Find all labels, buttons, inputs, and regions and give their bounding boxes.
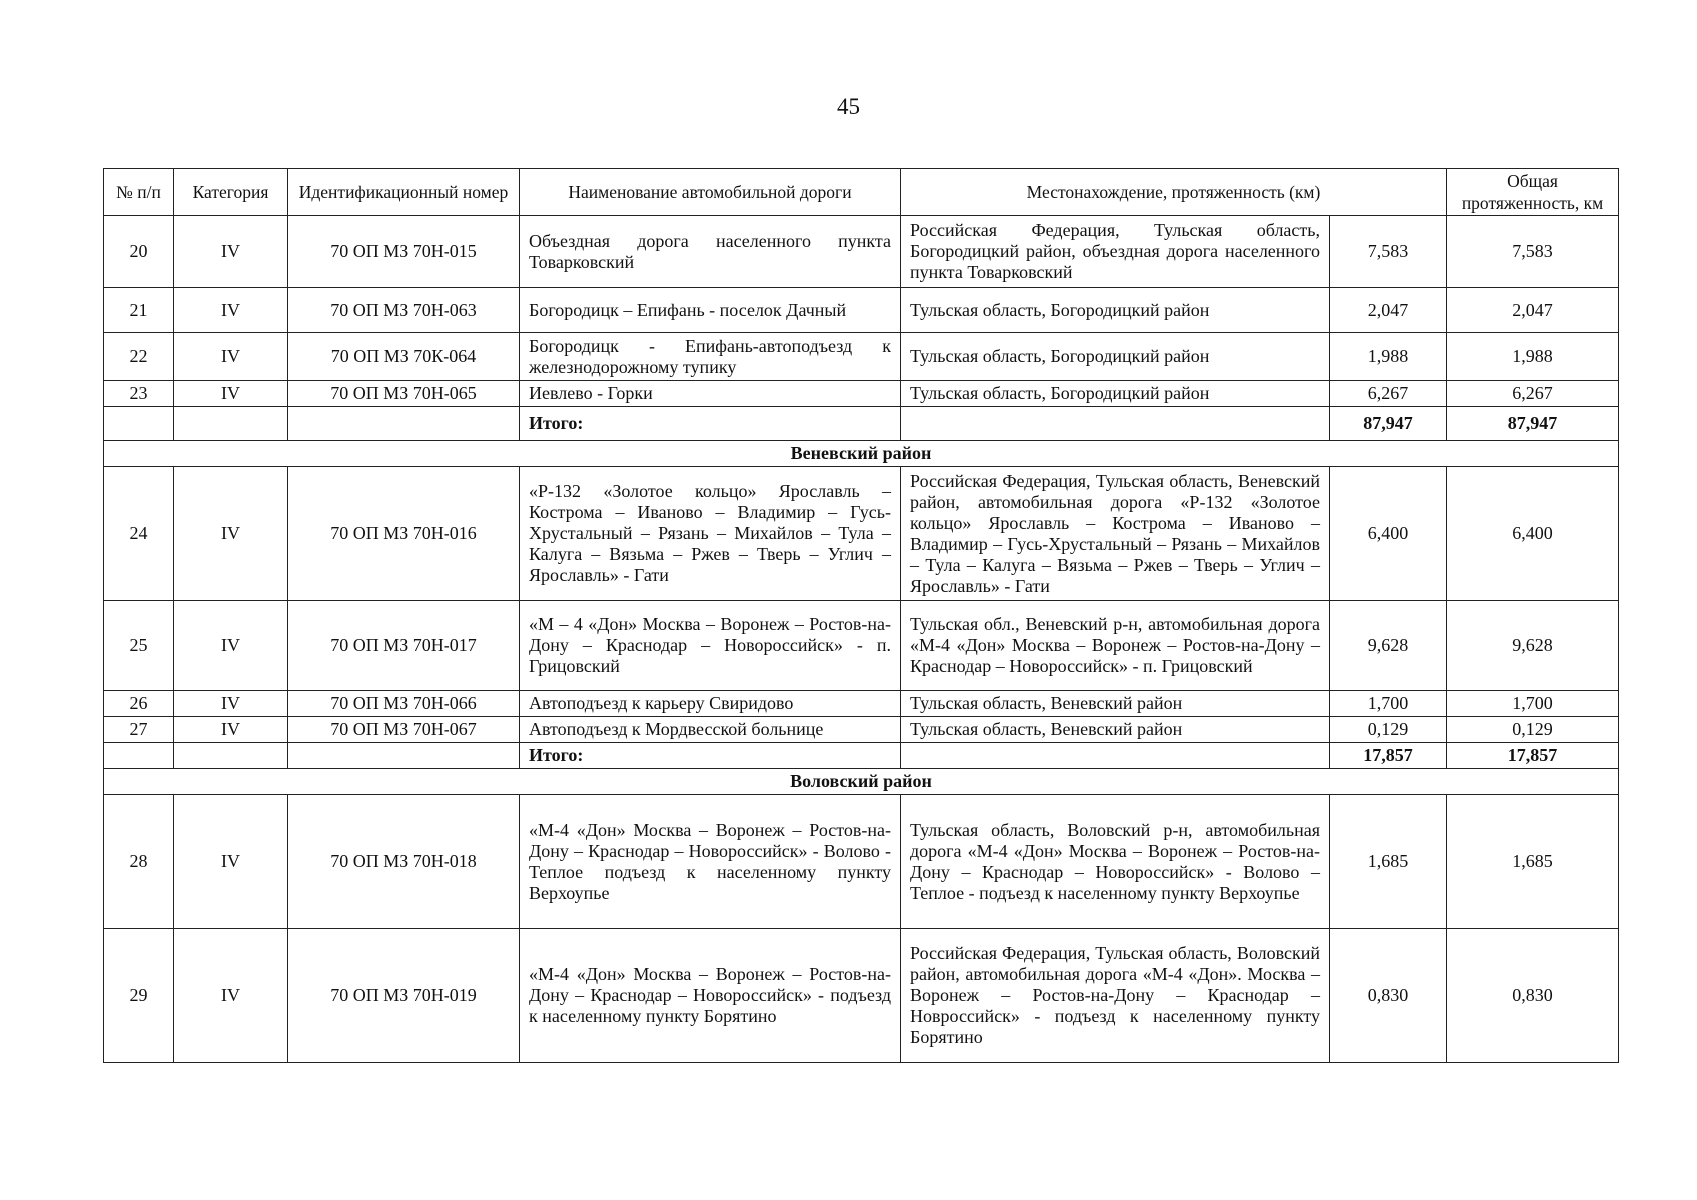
cell-location: Тульская область, Веневский район [901, 717, 1330, 743]
header-row [104, 169, 1619, 216]
table-row [104, 333, 1619, 381]
district-name: Воловский район [104, 769, 1619, 795]
page-number: 45 [837, 94, 860, 119]
table-row [104, 381, 1619, 407]
district-name: Веневский район [104, 441, 1619, 467]
cell-road-name: Иевлево - Горки [520, 381, 901, 407]
table-row [104, 601, 1619, 691]
cell-length: 1,685 [1330, 795, 1447, 929]
cell-num: 29 [104, 929, 174, 1063]
subtotal-label: Итого: [520, 743, 901, 769]
cell-total: 0,129 [1447, 717, 1619, 743]
cell-num: 24 [104, 467, 174, 601]
cell-id: 70 ОП МЗ 70Н-063 [288, 288, 520, 333]
table-row [104, 691, 1619, 717]
header-name: Наименование автомобильной дороги [520, 169, 901, 216]
cell-total: 6,400 [1447, 467, 1619, 601]
cell-category: IV [174, 601, 288, 691]
table-row [104, 795, 1619, 929]
district-row [104, 769, 1619, 795]
header-id: Идентификационный номер [288, 169, 520, 216]
cell-category: IV [174, 467, 288, 601]
cell-num: 27 [104, 717, 174, 743]
cell-location: Тульская область, Богородицкий район [901, 333, 1330, 381]
district-row [104, 441, 1619, 467]
cell-category: IV [174, 929, 288, 1063]
header-total: Общая протяженность, км [1447, 169, 1619, 216]
cell-num: 20 [104, 216, 174, 288]
table-row [104, 216, 1619, 288]
cell-location: Российская Федерация, Тульская область, Богородицкий район, объездная дорога населенного пункта Товарковский [901, 216, 1330, 288]
cell-location: Российская Федерация, Тульская область, Веневский район, автомобильная дорога «Р-132 «Золотое кольцо» Ярославль – Кострома – Иваново – Владимир – Гусь-Хрустальный – Рязань – Михайлов – Тула – Калуга – Вязьма – Ржев – Тверь – Углич – Ярославль» - Гати [901, 467, 1330, 601]
cell-length: 1,700 [1330, 691, 1447, 717]
roads-table [103, 168, 1619, 1063]
subtotal-total: 17,857 [1447, 743, 1619, 769]
table-row [104, 288, 1619, 333]
subtotal-row [104, 743, 1619, 769]
cell-length: 2,047 [1330, 288, 1447, 333]
cell-total: 1,700 [1447, 691, 1619, 717]
cell-id: 70 ОП МЗ 70Н-019 [288, 929, 520, 1063]
cell-num: 21 [104, 288, 174, 333]
cell-total: 7,583 [1447, 216, 1619, 288]
cell-length: 1,988 [1330, 333, 1447, 381]
cell-category: IV [174, 691, 288, 717]
cell-id: 70 ОП МЗ 70Н-065 [288, 381, 520, 407]
cell-category: IV [174, 216, 288, 288]
table-row [104, 717, 1619, 743]
cell-location: Тульская область, Богородицкий район [901, 381, 1330, 407]
cell-id: 70 ОП МЗ 70К-064 [288, 333, 520, 381]
header-num: № п/п [104, 169, 174, 216]
cell-road-name: «М-4 «Дон» Москва – Воронеж – Ростов-на-Дону – Краснодар – Новороссийск» - Волово - Теплое подъезд к населенному пункту Верхоупье [520, 795, 901, 929]
cell-category: IV [174, 381, 288, 407]
cell-id: 70 ОП МЗ 70Н-066 [288, 691, 520, 717]
header-location: Местонахождение, протяженность (км) [901, 169, 1447, 216]
cell-category: IV [174, 288, 288, 333]
cell-num: 28 [104, 795, 174, 929]
cell-road-name: Богородицк - Епифань-автоподъезд к железнодорожному тупику [520, 333, 901, 381]
cell-id: 70 ОП МЗ 70Н-018 [288, 795, 520, 929]
cell-category: IV [174, 333, 288, 381]
cell-category: IV [174, 795, 288, 929]
cell-location: Российская Федерация, Тульская область, Воловский район, автомобильная дорога «М-4 «Дон». Москва – Воронеж – Ростов-на-Дону – Краснодар – Новроссийск» - подъезд к населенному пункту Борятино [901, 929, 1330, 1063]
cell-location: Тульская обл., Веневский р-н, автомобильная дорога «М-4 «Дон» Москва – Воронеж – Ростов-на-Дону – Краснодар – Новороссийск» - п. Грицовский [901, 601, 1330, 691]
cell-total: 9,628 [1447, 601, 1619, 691]
subtotal-length: 87,947 [1330, 407, 1447, 441]
table-row [104, 929, 1619, 1063]
cell-id: 70 ОП МЗ 70Н-016 [288, 467, 520, 601]
cell-total: 1,988 [1447, 333, 1619, 381]
subtotal-length: 17,857 [1330, 743, 1447, 769]
cell-location: Тульская область, Веневский район [901, 691, 1330, 717]
cell-location: Тульская область, Воловский р-н, автомобильная дорога «М-4 «Дон» Москва – Воронеж – Ростов-на-Дону – Краснодар – Новороссийск» - Волово – Теплое - подъезд к населенному пункту Верхоупье [901, 795, 1330, 929]
cell-num: 22 [104, 333, 174, 381]
cell-location: Тульская область, Богородицкий район [901, 288, 1330, 333]
cell-road-name: Автоподъезд к Мордвесской больнице [520, 717, 901, 743]
cell-road-name: Объездная дорога населенного пункта Товарковский [520, 216, 901, 288]
cell-num: 26 [104, 691, 174, 717]
cell-num: 25 [104, 601, 174, 691]
cell-length: 0,129 [1330, 717, 1447, 743]
cell-total: 6,267 [1447, 381, 1619, 407]
cell-id: 70 ОП МЗ 70Н-067 [288, 717, 520, 743]
subtotal-label: Итого: [520, 407, 901, 441]
cell-num: 23 [104, 381, 174, 407]
table-row [104, 467, 1619, 601]
cell-road-name: «Р-132 «Золотое кольцо» Ярославль – Кострома – Иваново – Владимир – Гусь-Хрустальный – Рязань – Михайлов – Тула – Калуга – Вязьма – Ржев – Тверь – Углич – Ярославль» - Гати [520, 467, 901, 601]
cell-length: 0,830 [1330, 929, 1447, 1063]
cell-total: 0,830 [1447, 929, 1619, 1063]
cell-length: 6,400 [1330, 467, 1447, 601]
cell-length: 6,267 [1330, 381, 1447, 407]
cell-total: 1,685 [1447, 795, 1619, 929]
cell-road-name: Богородицк – Епифань - поселок Дачный [520, 288, 901, 333]
cell-road-name: «М – 4 «Дон» Москва – Воронеж – Ростов-на-Дону – Краснодар – Новороссийск» - п. Грицовский [520, 601, 901, 691]
cell-id: 70 ОП МЗ 70Н-017 [288, 601, 520, 691]
cell-length: 7,583 [1330, 216, 1447, 288]
cell-total: 2,047 [1447, 288, 1619, 333]
cell-road-name: Автоподъезд к карьеру Свиридово [520, 691, 901, 717]
subtotal-total: 87,947 [1447, 407, 1619, 441]
cell-category: IV [174, 717, 288, 743]
subtotal-row [104, 407, 1619, 441]
header-category: Категория [174, 169, 288, 216]
cell-id: 70 ОП МЗ 70Н-015 [288, 216, 520, 288]
cell-road-name: «М-4 «Дон» Москва – Воронеж – Ростов-на-Дону – Краснодар – Новороссийск» - подъезд к населенному пункту Борятино [520, 929, 901, 1063]
cell-length: 9,628 [1330, 601, 1447, 691]
